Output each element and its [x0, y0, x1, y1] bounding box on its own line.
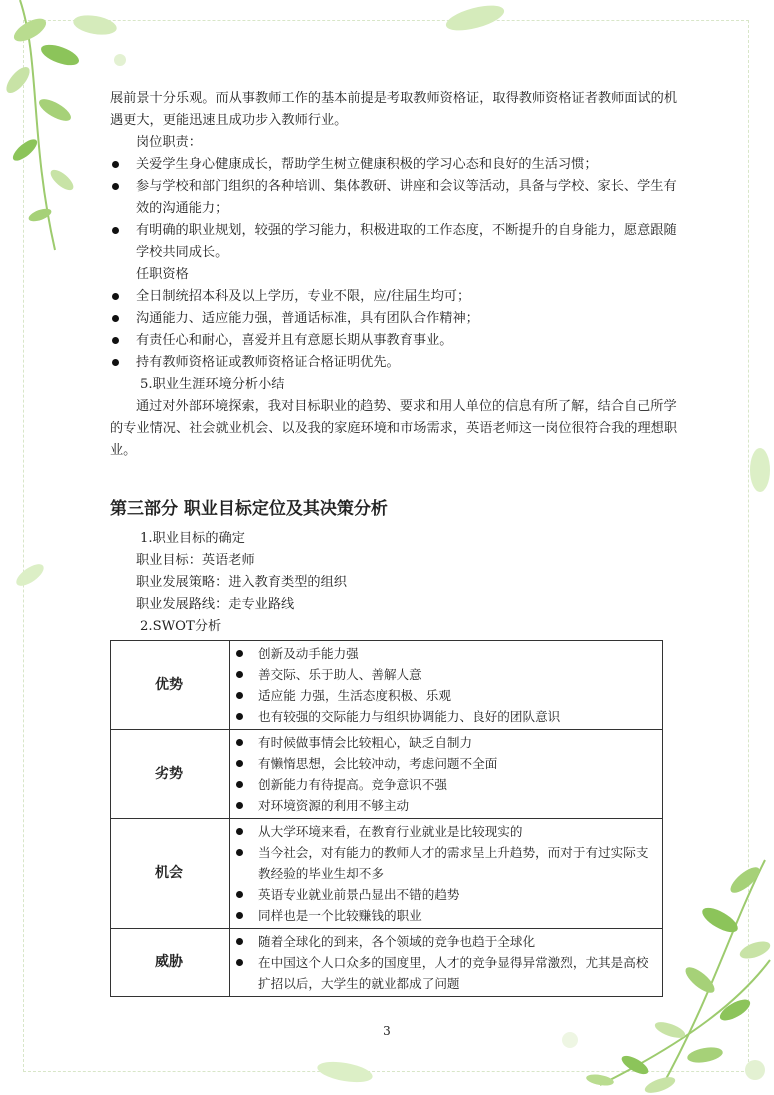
swot-label-weaknesses: 劣势	[111, 730, 230, 819]
list-item: 同样也是一个比较赚钱的职业	[236, 905, 654, 926]
list-item: 参与学校和部门组织的各种培训、集体教研、讲座和会议等活动，具备与学校、家长、学生有效的沟通能力；	[110, 176, 685, 220]
list-item: 沟通能力、适应能力强，普通话标准，具有团队合作精神；	[110, 308, 685, 330]
swot-cell-threats	[230, 929, 663, 997]
table-row	[111, 819, 663, 929]
list-item: 对环境资源的利用不够主动	[236, 795, 654, 816]
career-goal: 职业目标：英语老师	[136, 553, 255, 568]
list-item: 当今社会，对有能力的教师人才的需求呈上升趋势，而对于有过实际支教经验的毕业生却不多	[236, 842, 654, 884]
page-number: 3	[383, 1024, 391, 1038]
table-row	[111, 641, 663, 730]
list-item: 全日制统招本科及以上学历，专业不限，应/往届生均可；	[110, 286, 685, 308]
bottom-left-leaf-decoration	[300, 1050, 390, 1095]
swot-label-strengths: 优势	[111, 641, 230, 730]
document-body	[110, 88, 685, 997]
summary-heading: 5.职业生涯环境分析小结	[140, 377, 285, 392]
list-item: 关爱学生身心健康成长，帮助学生树立健康积极的学习心态和良好的生活习惯；	[110, 154, 685, 176]
swot-table	[110, 640, 663, 997]
table-row	[111, 929, 663, 997]
swot-cell-opportunities	[230, 819, 663, 929]
summary-paragraph: 通过对外部环境探索，我对目标职业的趋势、要求和用人单位的信息有所了解，结合自己所学的专业情况、社会就业机会、以及我的家庭环境和市场需求，英语老师这一岗位很符合我的理想职业。	[110, 399, 678, 458]
swot-cell-weaknesses	[230, 730, 663, 819]
qualifications-heading: 任职资格	[136, 267, 189, 282]
list-item: 创新及动手能力强	[236, 643, 654, 664]
list-item: 也有较强的交际能力与组织协调能力、良好的团队意识	[236, 706, 654, 727]
goal-heading: 1.职业目标的确定	[140, 531, 245, 546]
list-item: 英语专业就业前景凸显出不错的趋势	[236, 884, 654, 905]
swot-label-threats: 威胁	[111, 929, 230, 997]
part3-title: 第三部分 职业目标定位及其决策分析	[110, 499, 388, 519]
table-row	[111, 730, 663, 819]
list-item: 善交际、乐于助人、善解人意	[236, 664, 654, 685]
list-item: 有时候做事情会比较粗心，缺乏自制力	[236, 732, 654, 753]
right-leaf-decoration	[735, 440, 774, 500]
list-item: 持有教师资格证或教师资格证合格证明优先。	[110, 352, 685, 374]
career-strategy: 职业发展策略：进入教育类型的组织	[136, 575, 347, 590]
list-item: 从大学环境来看，在教育行业就业是比较现实的	[236, 821, 654, 842]
qualifications-list	[110, 286, 685, 374]
top-right-leaf-decoration	[430, 0, 520, 40]
list-item: 在中国这个人口众多的国度里，人才的竞争显得异常激烈，尤其是高校扩招以后，大学生的就业都成了问题	[236, 952, 654, 994]
swot-label-opportunities: 机会	[111, 819, 230, 929]
left-leaf-decoration	[10, 555, 50, 595]
list-item: 创新能力有待提高。竞争意识不强	[236, 774, 654, 795]
swot-heading: 2.SWOT分析	[140, 619, 222, 634]
list-item: 有明确的职业规划，较强的学习能力，积极进取的工作态度，不断提升的自身能力，愿意跟随学校共同成长。	[110, 220, 685, 264]
list-item: 有懒惰思想，会比较冲动，考虑问题不全面	[236, 753, 654, 774]
list-item: 有责任心和耐心，喜爱并且有意愿长期从事教育事业。	[110, 330, 685, 352]
intro-paragraph: 展前景十分乐观。而从事教师工作的基本前提是考取教师资格证，取得教师资格证者教师面试的机遇更大，更能迅速且成功步入教师行业。	[110, 91, 678, 128]
swot-cell-strengths	[230, 641, 663, 730]
duties-heading: 岗位职责：	[136, 135, 202, 150]
career-route: 职业发展路线：走专业路线	[136, 597, 295, 612]
list-item: 随着全球化的到来，各个领域的竞争也趋于全球化	[236, 931, 654, 952]
list-item: 适应能 力强，生活态度积极、乐观	[236, 685, 654, 706]
duties-list	[110, 154, 685, 264]
